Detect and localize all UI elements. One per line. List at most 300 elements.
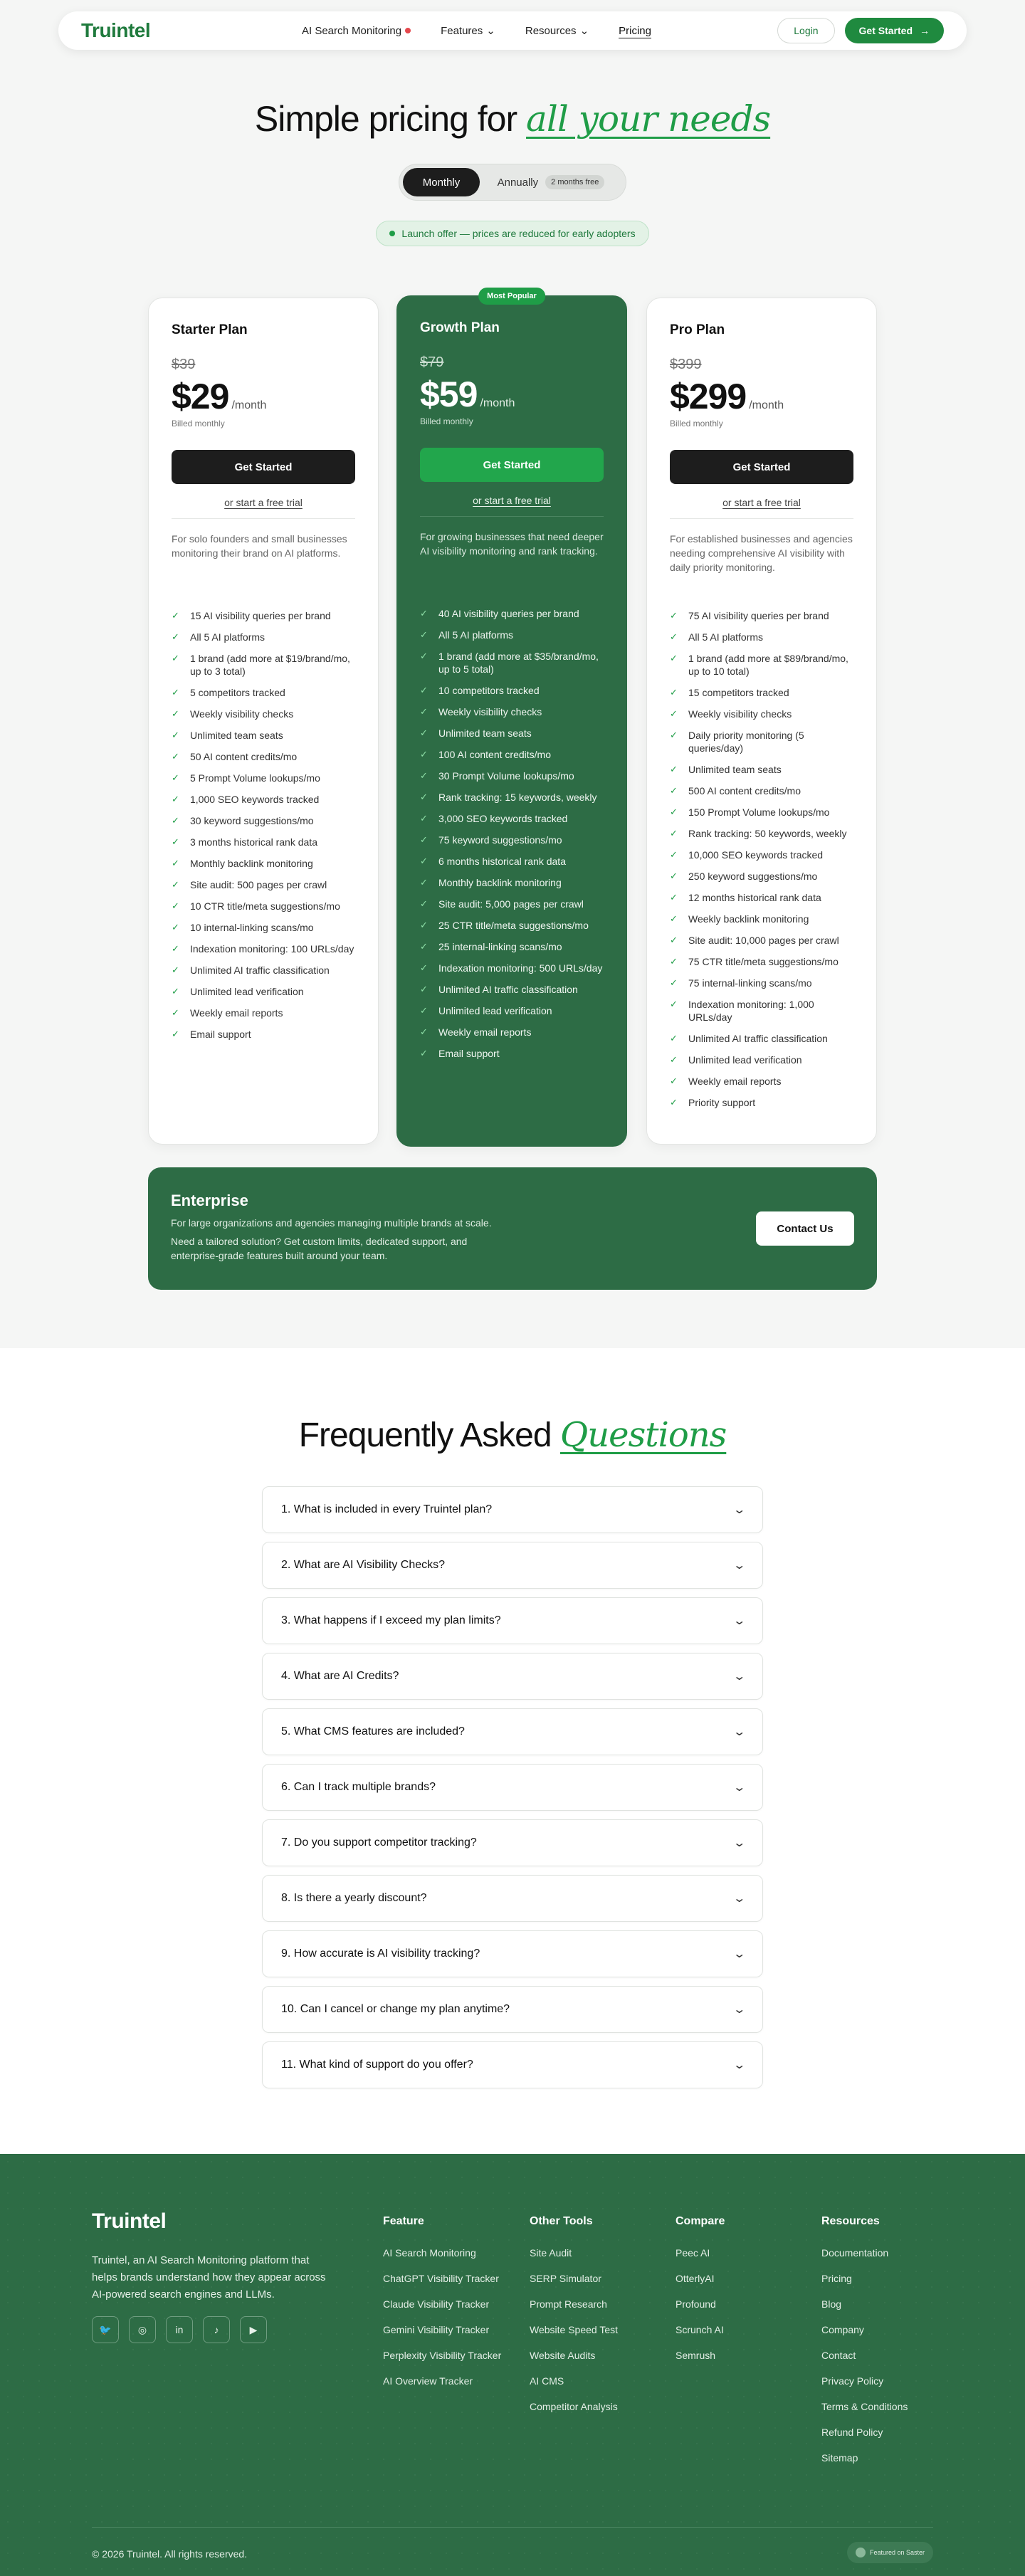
feature-item	[670, 682, 853, 703]
check-icon: ✓	[172, 653, 179, 663]
feature-text: All 5 AI platforms	[688, 631, 764, 643]
feature-item	[172, 895, 355, 917]
feature-text: Monthly backlink monitoring	[190, 858, 313, 869]
check-icon: ✓	[420, 920, 428, 930]
check-icon: ✓	[172, 922, 179, 932]
feature-item	[172, 767, 355, 789]
feature-text: 12 months historical rank data	[688, 892, 821, 903]
plan-card-starter	[148, 298, 379, 1145]
logo[interactable]: Truintel	[81, 19, 151, 41]
check-icon: ✓	[172, 610, 179, 621]
feature-text: Weekly visibility checks	[688, 708, 792, 720]
feature-item	[420, 936, 604, 957]
check-icon: ✓	[420, 706, 428, 717]
footer-link[interactable]: Site Audit	[530, 2247, 572, 2259]
footer-col-resources	[821, 2215, 950, 2476]
feature-text: 6 months historical rank data	[438, 856, 566, 867]
billing-toggle	[399, 164, 626, 201]
nav-features[interactable]	[441, 24, 495, 37]
check-icon: ✓	[670, 653, 678, 663]
feature-item	[670, 1071, 853, 1092]
feature-item	[420, 808, 604, 829]
feature-text: 30 Prompt Volume lookups/mo	[438, 770, 574, 782]
faq-item[interactable]	[262, 1764, 763, 1811]
footer	[0, 2154, 1025, 2576]
faq-question: 5. What CMS features are included?	[281, 1725, 465, 1738]
plan-get-started-button[interactable]: Get Started	[670, 450, 853, 484]
feature-text: 500 AI content credits/mo	[688, 785, 801, 797]
enterprise-title: Enterprise	[171, 1192, 248, 1209]
check-icon: ✓	[172, 730, 179, 740]
check-icon: ✓	[670, 871, 678, 881]
check-icon: ✓	[172, 687, 179, 698]
feature-item	[670, 759, 853, 780]
faq-item[interactable]	[262, 1875, 763, 1922]
feature-item	[420, 787, 604, 808]
feature-item	[670, 866, 853, 887]
feature-text: Weekly email reports	[438, 1026, 532, 1038]
plan-name: Pro Plan	[670, 322, 725, 337]
feature-item	[420, 957, 604, 979]
check-icon: ✓	[670, 1076, 678, 1086]
footer-link[interactable]: Refund Policy	[821, 2427, 883, 2438]
plan-description: For solo founders and small businesses monitoring their brand on AI platforms.	[172, 518, 355, 595]
plan-price-row	[420, 374, 604, 415]
footer-link[interactable]: Contact	[821, 2350, 856, 2361]
feature-text: 75 AI visibility queries per brand	[688, 610, 829, 621]
feature-text: Indexation monitoring: 1,000 URLs/day	[688, 999, 814, 1023]
plan-name: Starter Plan	[172, 322, 248, 337]
plan-billing-note: Billed monthly	[172, 419, 225, 429]
footer-link[interactable]: Profound	[676, 2298, 716, 2310]
navbar	[58, 11, 967, 50]
feature-text: 25 internal-linking scans/mo	[438, 941, 562, 952]
feature-text: Unlimited lead verification	[438, 1005, 552, 1016]
footer-link[interactable]: OtterlyAI	[676, 2273, 715, 2284]
chevron-down-icon: ⌄	[732, 1726, 746, 1738]
plan-period: /month	[749, 399, 784, 411]
toggle-annually[interactable]	[480, 168, 622, 196]
plan-features	[670, 605, 853, 1113]
plan-card-pro	[646, 298, 877, 1145]
footer-divider	[92, 2527, 933, 2528]
free-trial-link[interactable]: or start a free trial	[473, 495, 551, 506]
faq-item[interactable]	[262, 1819, 763, 1866]
footer-col-title: Compare	[676, 2215, 725, 2227]
check-icon: ✓	[420, 651, 428, 661]
check-icon: ✓	[172, 900, 179, 911]
footer-link[interactable]: Gemini Visibility Tracker	[383, 2324, 490, 2335]
footer-link[interactable]: Blog	[821, 2298, 842, 2310]
feature-item	[172, 746, 355, 767]
faq-item[interactable]	[262, 1486, 763, 1533]
footer-link[interactable]: Prompt Research	[530, 2298, 607, 2310]
faq-question: 4. What are AI Credits?	[281, 1670, 399, 1682]
chevron-down-icon: ⌄	[732, 1560, 746, 1572]
plan-billing-note: Billed monthly	[420, 416, 473, 426]
faq-item[interactable]	[262, 2041, 763, 2088]
footer-link[interactable]: Website Speed Test	[530, 2324, 619, 2335]
feature-text: 1 brand (add more at $19/brand/mo, up to 3 total)	[190, 653, 350, 677]
check-icon: ✓	[172, 772, 179, 783]
feature-item	[420, 1043, 604, 1064]
plan-period: /month	[231, 399, 267, 411]
check-icon: ✓	[172, 986, 179, 997]
footer-link[interactable]: Company	[821, 2324, 864, 2335]
nav-resources[interactable]	[525, 24, 589, 37]
feature-text: All 5 AI platforms	[190, 631, 266, 643]
nav-link-label: AI Search Monitoring	[302, 24, 402, 37]
nav-link-label: Features	[441, 24, 483, 37]
footer-link[interactable]: Sitemap	[821, 2452, 858, 2464]
footer-link[interactable]: Privacy Policy	[821, 2375, 884, 2387]
feature-text: 1 brand (add more at $89/brand/mo, up to 10 total)	[688, 653, 848, 677]
faq-question: 9. How accurate is AI visibility tracking?	[281, 1947, 480, 1960]
feature-item	[420, 851, 604, 872]
feature-text: 15 AI visibility queries per brand	[190, 610, 331, 621]
plan-price: $59	[420, 374, 478, 414]
feature-text: Site audit: 10,000 pages per crawl	[688, 935, 839, 946]
check-icon: ✓	[420, 770, 428, 781]
feature-item	[670, 626, 853, 648]
check-icon: ✓	[670, 977, 678, 988]
feature-item	[172, 938, 355, 960]
faq-item[interactable]	[262, 1986, 763, 2033]
footer-link[interactable]: AI Search Monitoring	[383, 2247, 476, 2259]
footer-link[interactable]: Pricing	[821, 2273, 852, 2284]
feature-item	[420, 603, 604, 624]
feature-text: Monthly backlink monitoring	[438, 877, 562, 888]
feature-item	[420, 1000, 604, 1021]
feature-text: 3 months historical rank data	[190, 836, 317, 848]
feature-text: Unlimited team seats	[190, 730, 283, 741]
feature-text: Email support	[190, 1029, 251, 1040]
pricing-hero	[0, 61, 1025, 246]
enterprise-description: Need a tailored solution? Get custom limits, dedicated support, and enterprise-grade features built around your team.	[171, 1236, 468, 1261]
tiktok-icon[interactable]: ♪	[203, 2316, 230, 2343]
feature-item	[172, 1024, 355, 1045]
plan-price: $299	[670, 377, 747, 416]
faq-question: 10. Can I cancel or change my plan anytime?	[281, 2003, 510, 2015]
footer-link[interactable]: Peec AI	[676, 2247, 710, 2259]
toggle-monthly[interactable]: Monthly	[403, 168, 480, 196]
check-icon: ✓	[670, 892, 678, 903]
feature-text: 5 Prompt Volume lookups/mo	[190, 772, 320, 784]
plan-get-started-button[interactable]: Get Started	[420, 448, 604, 482]
check-icon: ✓	[670, 730, 678, 740]
feature-text: Weekly backlink monitoring	[688, 913, 809, 925]
feature-item	[420, 744, 604, 765]
feature-item	[670, 908, 853, 930]
footer-col-compare	[676, 2215, 804, 2373]
check-icon: ✓	[420, 898, 428, 909]
chevron-down-icon: ⌄	[486, 25, 495, 37]
enterprise-banner	[148, 1167, 877, 1290]
check-icon: ✓	[670, 828, 678, 838]
featured-badge[interactable]	[847, 2542, 933, 2563]
feature-item	[670, 801, 853, 823]
faq-item[interactable]	[262, 1597, 763, 1644]
feature-item	[420, 765, 604, 787]
chevron-down-icon: ⌄	[732, 1893, 746, 1905]
feature-item	[670, 844, 853, 866]
feature-text: 5 competitors tracked	[190, 687, 285, 698]
check-icon: ✓	[420, 962, 428, 973]
check-icon: ✓	[420, 608, 428, 619]
plan-get-started-button[interactable]: Get Started	[172, 450, 355, 484]
feature-item	[172, 703, 355, 725]
check-icon: ✓	[670, 631, 678, 642]
feature-text: Weekly visibility checks	[190, 708, 294, 720]
feature-item	[670, 823, 853, 844]
check-icon: ✓	[670, 610, 678, 621]
check-icon: ✓	[670, 956, 678, 967]
feature-item	[420, 915, 604, 936]
chevron-down-icon: ⌄	[732, 2059, 746, 2071]
check-icon: ✓	[670, 764, 678, 774]
feature-text: 75 keyword suggestions/mo	[438, 834, 562, 846]
chevron-down-icon: ⌄	[732, 1671, 746, 1683]
check-icon: ✓	[420, 685, 428, 695]
check-icon: ✓	[172, 879, 179, 890]
plan-old-price: $79	[420, 354, 444, 370]
check-icon: ✓	[420, 727, 428, 738]
footer-logo[interactable]: Truintel	[92, 2209, 167, 2233]
check-icon: ✓	[420, 813, 428, 824]
check-icon: ✓	[420, 1005, 428, 1016]
check-icon: ✓	[172, 1029, 179, 1039]
social-links	[92, 2316, 334, 2343]
free-trial-link[interactable]: or start a free trial	[224, 497, 303, 508]
feature-text: 3,000 SEO keywords tracked	[438, 813, 568, 824]
faq-section	[0, 1348, 1025, 2154]
footer-link[interactable]: Scrunch AI	[676, 2324, 724, 2335]
faq-question: 1. What is included in every Truintel plan?	[281, 1503, 493, 1515]
plan-price: $29	[172, 377, 229, 416]
nav-actions	[777, 18, 944, 43]
check-icon: ✓	[172, 858, 179, 868]
faq-item[interactable]	[262, 1708, 763, 1755]
feature-item	[172, 960, 355, 981]
footer-link[interactable]: AI CMS	[530, 2375, 564, 2387]
feature-item	[420, 893, 604, 915]
faq-question: 8. Is there a yearly discount?	[281, 1892, 427, 1904]
plan-old-price: $399	[670, 357, 702, 372]
check-icon: ✓	[420, 941, 428, 952]
feature-item	[420, 646, 604, 680]
chevron-down-icon: ⌄	[732, 1837, 746, 1849]
feature-text: 150 Prompt Volume lookups/mo	[688, 806, 830, 818]
get-started-label: Get Started	[858, 25, 913, 36]
feature-text: 15 competitors tracked	[688, 687, 789, 698]
featured-logo-icon	[856, 2548, 866, 2557]
feature-item	[670, 1028, 853, 1049]
chevron-down-icon: ⌄	[732, 1948, 746, 1960]
check-icon: ✓	[420, 834, 428, 845]
check-icon: ✓	[420, 984, 428, 994]
footer-about: Truintel, an AI Search Monitoring platform that helps brands understand how they appear across AI-powered search engines and LLMs.	[92, 2254, 326, 2301]
feature-item	[420, 872, 604, 893]
feature-item	[420, 624, 604, 646]
faq-title	[0, 1415, 1025, 1455]
feature-item	[420, 680, 604, 701]
get-started-button[interactable]	[845, 18, 944, 43]
instagram-icon[interactable]: ◎	[129, 2316, 156, 2343]
check-icon: ✓	[172, 943, 179, 954]
feature-text: 25 CTR title/meta suggestions/mo	[438, 920, 589, 931]
feature-text: Indexation monitoring: 500 URLs/day	[438, 962, 603, 974]
faq-item[interactable]	[262, 1542, 763, 1589]
faq-title-accent: Questions	[559, 1415, 727, 1455]
faq-item[interactable]	[262, 1930, 763, 1977]
feature-item	[420, 829, 604, 851]
footer-col-other-tools	[530, 2215, 658, 2424]
login-button[interactable]: Login	[777, 18, 834, 43]
toggle-annually-label: Annually	[497, 176, 539, 189]
feature-item	[670, 1092, 853, 1113]
check-icon: ✓	[172, 815, 179, 826]
feature-item	[670, 703, 853, 725]
footer-link[interactable]: AI Overview Tracker	[383, 2375, 473, 2387]
check-icon: ✓	[670, 785, 678, 796]
check-icon: ✓	[670, 708, 678, 719]
check-icon: ✓	[670, 1033, 678, 1043]
feature-item	[420, 979, 604, 1000]
feature-text: Priority support	[688, 1097, 756, 1108]
check-icon: ✓	[172, 794, 179, 804]
feature-item	[172, 682, 355, 703]
feature-item	[670, 951, 853, 972]
footer-link[interactable]: Competitor Analysis	[530, 2401, 618, 2412]
launch-offer-banner	[376, 221, 648, 246]
feature-item	[670, 994, 853, 1028]
feature-item	[172, 810, 355, 831]
feature-text: Indexation monitoring: 100 URLs/day	[190, 943, 354, 955]
feature-item	[172, 874, 355, 895]
check-icon: ✓	[420, 877, 428, 888]
plan-card-growth	[396, 292, 627, 1147]
feature-item	[670, 780, 853, 801]
feature-item	[172, 831, 355, 853]
nav-pricing[interactable]	[619, 25, 651, 37]
pricing-plans	[148, 292, 877, 1145]
check-icon: ✓	[420, 856, 428, 866]
feature-text: Rank tracking: 50 keywords, weekly	[688, 828, 847, 839]
chevron-down-icon: ⌄	[732, 1615, 746, 1627]
feature-item	[172, 789, 355, 810]
new-dot-icon	[405, 28, 411, 33]
footer-link[interactable]: Terms & Conditions	[821, 2401, 908, 2412]
feature-text: Unlimited AI traffic classification	[688, 1033, 828, 1044]
feature-text: 10 competitors tracked	[438, 685, 540, 696]
feature-text: Unlimited team seats	[438, 727, 532, 739]
plan-billing-note: Billed monthly	[670, 419, 723, 429]
check-icon: ✓	[172, 708, 179, 719]
plan-price-row	[172, 376, 355, 417]
faq-question: 2. What are AI Visibility Checks?	[281, 1559, 446, 1571]
check-icon: ✓	[420, 1026, 428, 1037]
feature-item	[172, 626, 355, 648]
feature-text: Weekly visibility checks	[438, 706, 542, 717]
footer-col-title: Other Tools	[530, 2215, 593, 2227]
feature-text: Unlimited AI traffic classification	[438, 984, 578, 995]
feature-item	[420, 1021, 604, 1043]
feature-item	[670, 648, 853, 682]
footer-link[interactable]: Website Audits	[530, 2350, 596, 2361]
footer-link[interactable]: SERP Simulator	[530, 2273, 601, 2284]
enterprise-subtitle: For large organizations and agencies managing multiple brands at scale.	[171, 1217, 492, 1229]
launch-offer-text: Launch offer — prices are reduced for early adopters	[401, 228, 636, 239]
footer-link[interactable]: Semrush	[676, 2350, 716, 2361]
status-dot-icon	[389, 231, 395, 236]
free-trial-link[interactable]: or start a free trial	[722, 497, 801, 508]
feature-item	[172, 1002, 355, 1024]
faq-question: 3. What happens if I exceed my plan limits?	[281, 1614, 501, 1626]
feature-text: Weekly email reports	[688, 1076, 782, 1087]
feature-text: 10,000 SEO keywords tracked	[688, 849, 824, 861]
feature-item	[172, 648, 355, 682]
linkedin-icon[interactable]: in	[166, 2316, 193, 2343]
feature-item	[172, 853, 355, 874]
footer-link[interactable]: ChatGPT Visibility Tracker	[383, 2273, 499, 2284]
feature-text: 1 brand (add more at $35/brand/mo, up to 5 total)	[438, 651, 599, 675]
twitter-icon[interactable]: 🐦	[92, 2316, 119, 2343]
plan-old-price: $39	[172, 357, 196, 372]
footer-link[interactable]: Claude Visibility Tracker	[383, 2298, 490, 2310]
footer-link[interactable]: Documentation	[821, 2247, 889, 2259]
feature-item	[420, 701, 604, 722]
check-icon: ✓	[420, 1048, 428, 1058]
feature-item	[670, 930, 853, 951]
feature-text: Unlimited lead verification	[688, 1054, 802, 1066]
faq-item[interactable]	[262, 1653, 763, 1700]
feature-item	[670, 725, 853, 759]
feature-item	[670, 972, 853, 994]
feature-text: 40 AI visibility queries per brand	[438, 608, 579, 619]
feature-text: 10 CTR title/meta suggestions/mo	[190, 900, 340, 912]
feature-text: 250 keyword suggestions/mo	[688, 871, 818, 882]
top-nav-area	[0, 0, 1025, 61]
plan-period: /month	[480, 397, 515, 409]
feature-text: Daily priority monitoring (5 queries/day)	[688, 730, 804, 754]
check-icon: ✓	[670, 806, 678, 817]
faq-question: 6. Can I track multiple brands?	[281, 1781, 436, 1793]
feature-item	[670, 605, 853, 626]
feature-text: All 5 AI platforms	[438, 629, 514, 641]
feature-item	[172, 981, 355, 1002]
check-icon: ✓	[670, 687, 678, 698]
feature-text: Unlimited team seats	[688, 764, 782, 775]
feature-text: 1,000 SEO keywords tracked	[190, 794, 320, 805]
feature-text: 50 AI content credits/mo	[190, 751, 298, 762]
check-icon: ✓	[172, 1007, 179, 1018]
feature-item	[420, 722, 604, 744]
check-icon: ✓	[420, 629, 428, 640]
check-icon: ✓	[172, 751, 179, 762]
faq-list	[262, 1486, 763, 2088]
check-icon: ✓	[172, 836, 179, 847]
feature-text: Site audit: 5,000 pages per crawl	[438, 898, 584, 910]
arrow-right-icon: →	[920, 25, 930, 36]
feature-item	[670, 1049, 853, 1071]
footer-brand	[92, 2209, 334, 2343]
nav-ai-search-monitoring[interactable]	[302, 25, 411, 37]
check-icon: ✓	[420, 792, 428, 802]
footer-link[interactable]: Perplexity Visibility Tracker	[383, 2350, 502, 2361]
contact-us-button[interactable]: Contact Us	[756, 1211, 854, 1246]
footer-col-title: Resources	[821, 2215, 880, 2227]
youtube-icon[interactable]: ▶	[240, 2316, 267, 2343]
